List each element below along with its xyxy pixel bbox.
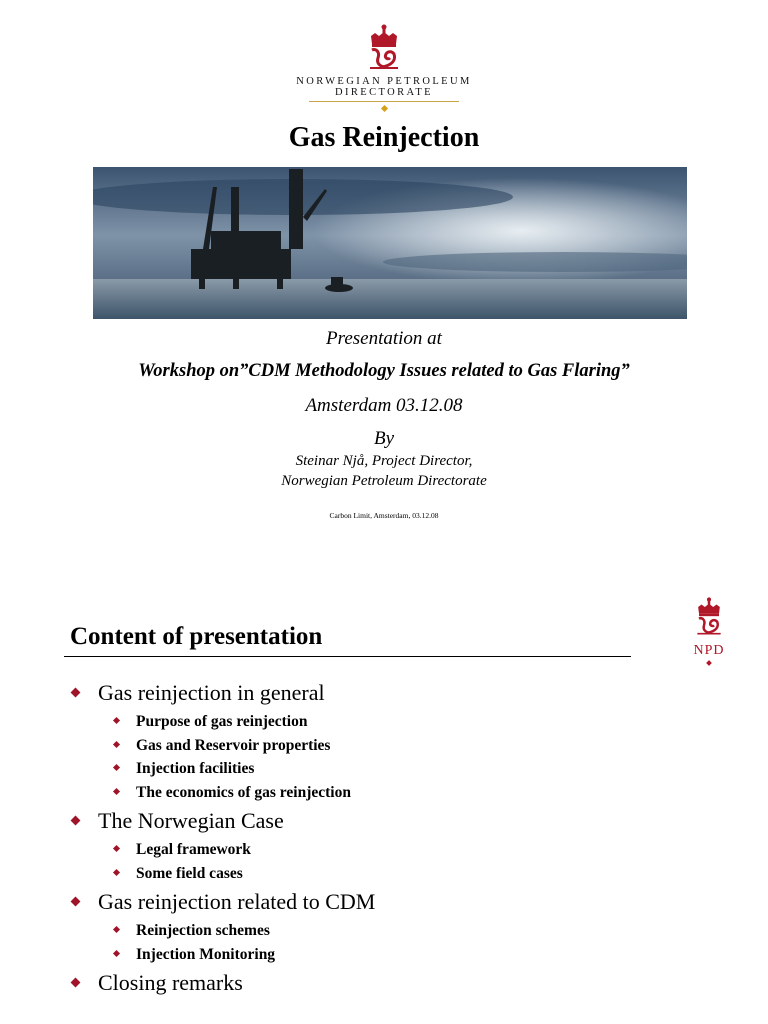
workshop-title: Workshop on”CDM Methodology Issues related to Gas Flaring” xyxy=(138,361,630,381)
npd-corner-logo xyxy=(684,596,734,665)
bullet-diamond-icon xyxy=(113,845,120,852)
sub-item-label: Some field cases xyxy=(136,864,243,882)
sub-item-label: Purpose of gas reinjection xyxy=(136,713,308,730)
bullet-diamond-icon xyxy=(71,978,81,988)
author-line1: Steinar Njå, Project Director, xyxy=(295,453,473,469)
sub-list-item xyxy=(70,734,375,758)
content-list xyxy=(70,676,375,1000)
sub-list-item xyxy=(70,757,375,781)
sub-item-label: Gas and Reservoir properties xyxy=(136,736,331,754)
presentation-at-text: Presentation at xyxy=(326,328,442,349)
place-date: Amsterdam 03.12.08 xyxy=(305,395,463,416)
sub-item-label: Reinjection schemes xyxy=(136,922,270,939)
list-item xyxy=(70,966,375,1000)
bullet-diamond-icon xyxy=(71,897,81,907)
list-item-label: Gas reinjection in general xyxy=(98,680,325,705)
sub-list-item xyxy=(70,862,375,886)
list-item-label: Gas reinjection related to CDM xyxy=(98,889,376,914)
list-item-label: The Norwegian Case xyxy=(98,808,284,833)
bullet-diamond-icon xyxy=(113,868,120,875)
npd-diamond-icon xyxy=(706,660,712,666)
crown-lion-icon xyxy=(694,596,724,638)
list-item xyxy=(70,885,375,919)
sub-item-label: Injection facilities xyxy=(136,760,255,777)
sub-list-item xyxy=(70,919,375,943)
crown-lion-icon xyxy=(366,24,402,72)
list-item xyxy=(70,676,375,710)
list-item xyxy=(70,804,375,838)
title-rule xyxy=(64,656,631,657)
slide-footer: Carbon Limit, Amsterdam, 03.12.08 xyxy=(329,511,439,520)
bullet-diamond-icon xyxy=(113,764,120,771)
npd-logo xyxy=(0,24,768,111)
sub-item-label: Injection Monitoring xyxy=(136,945,276,963)
npd-logo-text: NPD xyxy=(693,643,725,658)
logo-text-line1: NORWEGIAN PETROLEUM xyxy=(296,76,472,87)
offshore-platform-photo xyxy=(93,167,687,319)
bullet-diamond-icon xyxy=(113,717,120,724)
logo-text-line2: DIRECTORATE xyxy=(335,87,433,98)
slide-title: Gas Reinjection xyxy=(288,122,480,153)
author-block xyxy=(0,451,768,491)
logo-diamond-icon xyxy=(380,105,387,112)
bullet-diamond-icon xyxy=(113,740,120,747)
bullet-diamond-icon xyxy=(71,688,81,698)
sub-list-item xyxy=(70,943,375,967)
sub-item-label: The economics of gas reinjection xyxy=(136,783,351,801)
content-title: Content of presentation xyxy=(70,623,323,650)
sub-list-item xyxy=(70,710,375,734)
author-line2: Norwegian Petroleum Directorate xyxy=(281,473,487,489)
bullet-diamond-icon xyxy=(113,926,120,933)
bullet-diamond-icon xyxy=(71,816,81,826)
by-text: By xyxy=(373,428,395,449)
bullet-diamond-icon xyxy=(113,787,120,794)
list-item-label: Closing remarks xyxy=(98,970,243,995)
sub-list-item xyxy=(70,838,375,862)
sub-item-label: Legal framework xyxy=(136,841,251,858)
logo-rule xyxy=(309,101,459,102)
bullet-diamond-icon xyxy=(113,949,120,956)
sub-list-item xyxy=(70,781,375,805)
content-slide xyxy=(0,568,768,1024)
